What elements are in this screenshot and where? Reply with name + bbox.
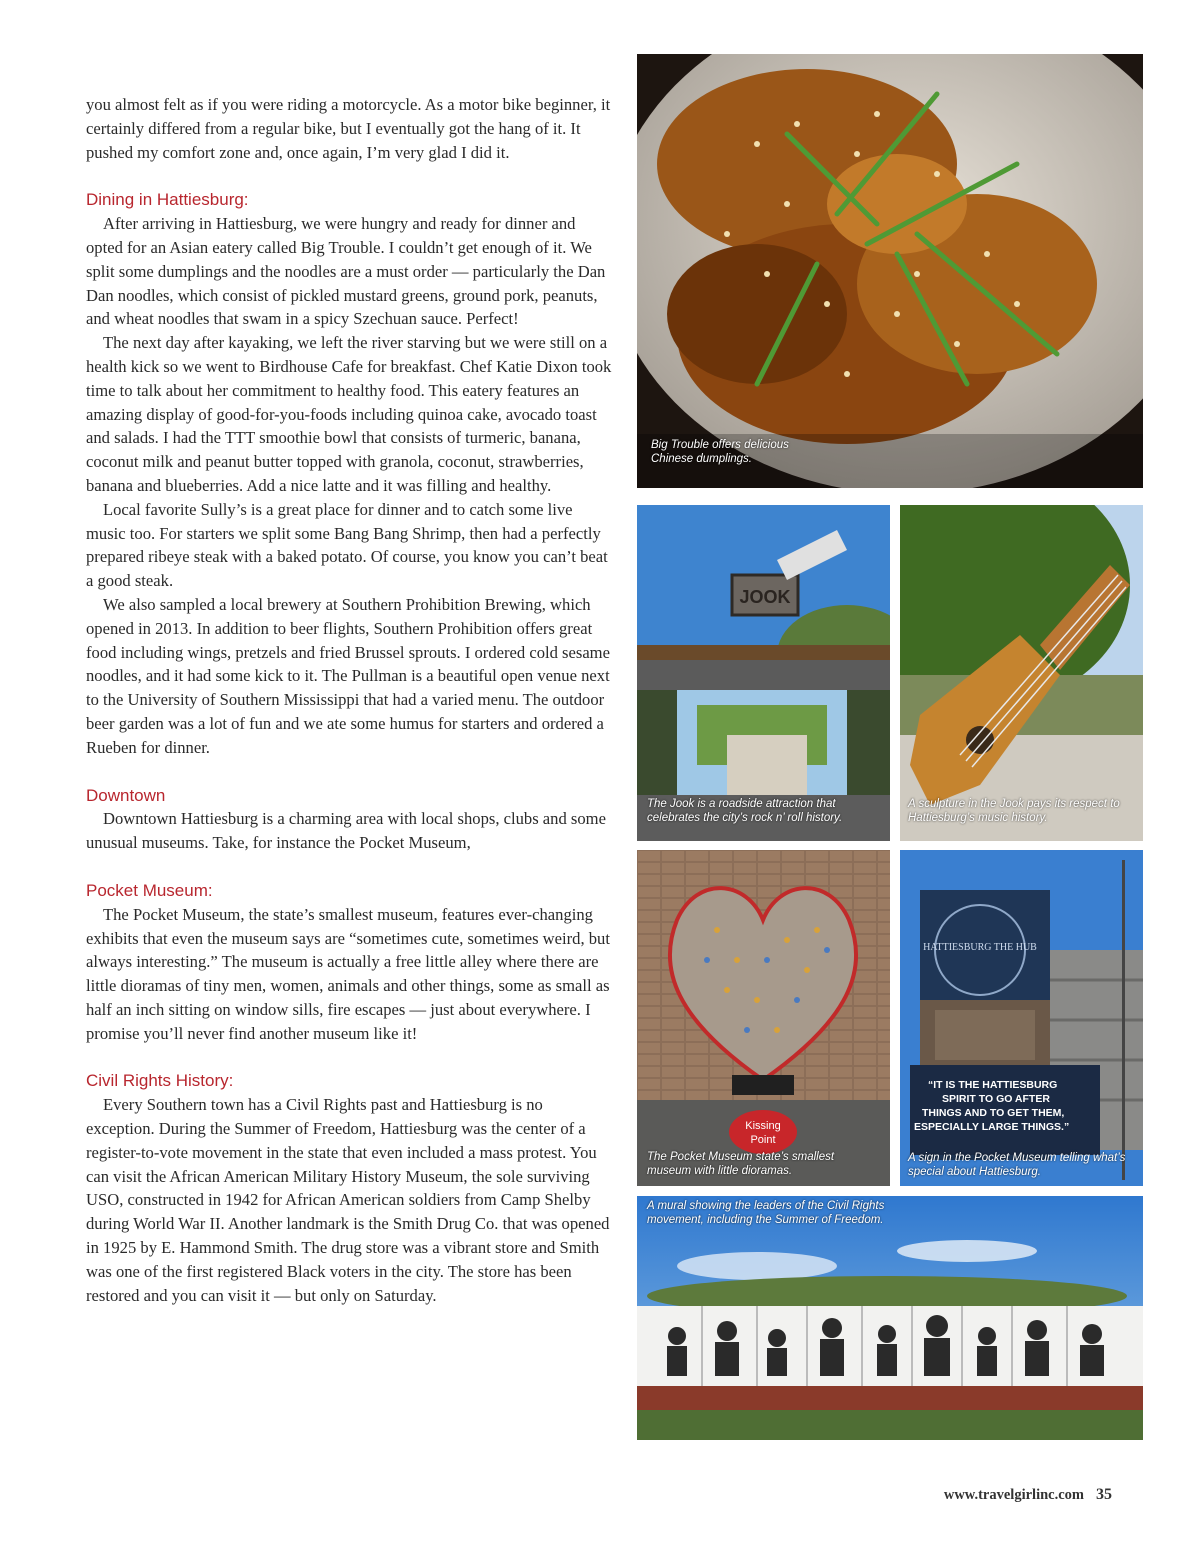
dumplings-photo	[637, 54, 1143, 488]
jook-photo	[637, 505, 890, 841]
sign-caption: A sign in the Pocket Museum telling what’s special about Hattiesburg.	[908, 1152, 1126, 1178]
heart-locks-photo	[637, 850, 890, 1186]
website-url: www.travelgirlinc.com	[943, 1487, 1084, 1503]
sign-quote-line-1: “IT IS THE HATTIESBURG	[928, 1079, 1058, 1091]
heading-civil-rights: Civil Rights History:	[86, 1071, 234, 1091]
dining-paragraph-4: We also sampled a local brewery at Southern Prohibition Brewing, which opened in 2013. In addition to beer flights, Southern Prohibition offers great food including wings, pretzels and fried Brussel sprouts. I ordered cold sesame noodles, and it had some kick to it. The Pullman is a beautiful open venue next to the University of Southern Mississippi that had a varied menu. The outdoor beer garden was a lot of fun and we ate some humus for starters and ordered a Rueben for dinner.	[86, 594, 610, 757]
sign-quote-line-2: SPIRIT TO GO AFTER	[942, 1093, 1050, 1105]
jook-caption: The Jook is a roadside attraction that celebrates the city’s rock n’ roll history.	[647, 798, 843, 824]
hub-sign-photo	[900, 850, 1143, 1186]
sign-quote-line-3: THINGS AND TO GET THEM,	[922, 1107, 1065, 1119]
kissing-point-text-2: Point	[750, 1134, 776, 1146]
civil-rights-mural-photo	[637, 1196, 1143, 1440]
guitar-caption: A sculpture in the Jook pays its respect to Hattiesburg’s music history.	[908, 798, 1120, 824]
sign-quote-line-4: ESPECIALLY LARGE THINGS.”	[914, 1121, 1070, 1133]
civil-rights-paragraph: Every Southern town has a Civil Rights past and Hattiesburg is no exception. During the Summer of Freedom, Hattiesburg was the center of a register-to-vote movement in the state that even included a mass protest. You can visit the African American Military History Museum, the sole surviving USO, constructed in 1942 for African American soldiers from Camp Shelby during World War II. Another landmark is the Smith Drug Co. that was opened in 1925 by E. Hammond Smith. The drug store was a vibrant store and Smith was one of the first registered Black voters in the city. The store has been restored and you can visit it — but only on Saturday.	[86, 1095, 610, 1305]
article-column	[86, 93, 614, 1307]
page-footer	[944, 1486, 1112, 1504]
mural-caption: A mural showing the leaders of the Civil Rights movement, including the Summer of Freedom.	[647, 1200, 885, 1226]
dining-paragraph-3: Local favorite Sully’s is a great place for dinner and to catch some live music too. For starters we split some Bang Bang Shrimp, then had a perfectly prepared ribeye steak with a baked potato. Of course, you know you can’t beat a good steak.	[86, 499, 608, 591]
dining-paragraph-1: After arriving in Hattiesburg, we were hungry and ready for dinner and opted for an Asian eatery called Big Trouble. I couldn’t get enough of it. We split some dumplings and the noodles are a must order — particularly the Dan Dan noodles, which consist of pickled mustard greens, ground pork, peanuts, and wheat noodles that swam in a spicy Szechuan sauce. Perfect!	[86, 214, 606, 329]
pocket-museum-paragraph: The Pocket Museum, the state’s smallest museum, features ever-changing exhibits that even the museum says are “sometimes cute, sometimes weird, but always interesting.” The museum is actually a free little alley where there are little dioramas of tiny men, women, animals and other things, some as small as half an inch sitting on window sills, fire escapes — just about everywhere. I promise you’ll never find another museum like it!	[86, 904, 610, 1043]
heading-dining: Dining in Hattiesburg:	[86, 190, 249, 210]
page-number: 35	[1096, 1486, 1112, 1503]
heart-caption: The Pocket Museum state’s smallest museum with little dioramas.	[647, 1151, 835, 1177]
heading-downtown: Downtown	[86, 785, 166, 805]
downtown-paragraph: Downtown Hattiesburg is a charming area with local shops, clubs and some unusual museums. Take, for instance the Pocket Museum,	[86, 809, 606, 853]
jook-sign-text: JOOK	[739, 587, 791, 607]
dumplings-caption: Big Trouble offers delicious Chinese dumplings.	[651, 439, 789, 465]
intro-paragraph: you almost felt as if you were riding a motorcycle. As a motor bike beginner, it certainly differed from a regular bike, but I eventually got the hang of it. It pushed my comfort zone and, once again, I’m very glad I did it.	[86, 95, 611, 162]
heading-pocket-museum: Pocket Museum:	[86, 880, 213, 900]
dining-paragraph-2: The next day after kayaking, we left the river starving but we were still on a health kick so we went to Birdhouse Cafe for breakfast. Chef Katie Dixon took time to talk about her commitment to healthy food. This eatery features an amazing display of good-for-you-foods including quinoa cake, avocado toast and salads. I had the TTT smoothie bowl that consists of turmeric, banana, coconut milk and peanut butter topped with granola, coconut, strawberries, banana and blueberries. Add a nice latte and it was filling and healthy.	[86, 333, 612, 495]
hub-mural-text: HATTIESBURG THE HUB	[923, 942, 1037, 953]
guitar-sculpture-photo	[900, 505, 1143, 841]
kissing-point-text-1: Kissing	[745, 1120, 781, 1132]
